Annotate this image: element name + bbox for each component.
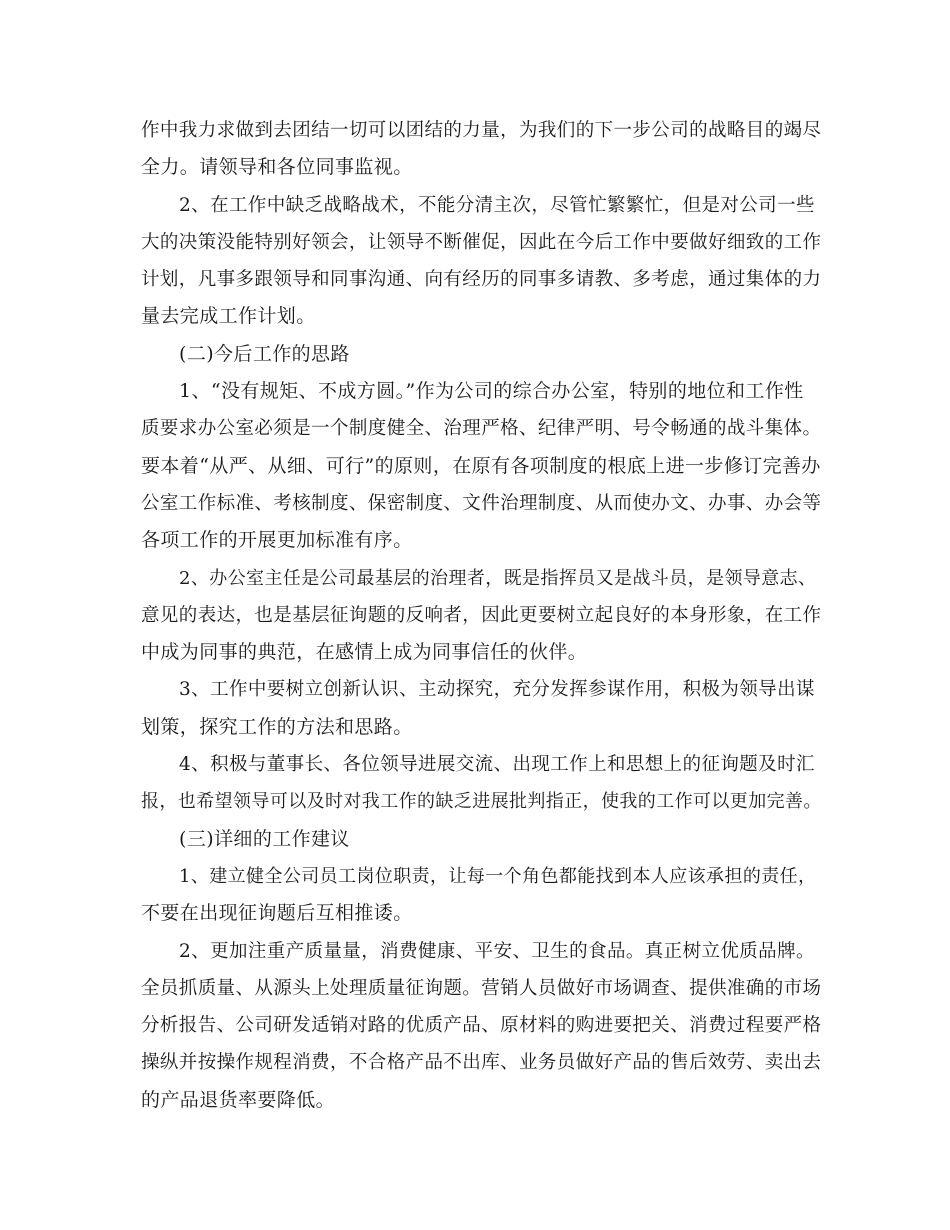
text-line: 2、在工作中缺乏战略战术，不能分清主次，尽管忙繁繁忙，但是对公司一些	[179, 194, 815, 216]
text-line: 的产品退货率要降低。	[141, 1088, 336, 1111]
text-line: 划策，探究工作的方法和思路。	[141, 715, 413, 738]
text-line: 报，也希望领导可以及时对我工作的缺乏进展批判指正，使我的工作可以更加完善。	[141, 791, 822, 813]
text-line: 计划，凡事多跟领导和同事沟通、向有经历的同事多请教、多考虑，通过集体的力	[141, 269, 822, 291]
text-line: 中成为同事的典范，在感情上成为同事信任的伙伴。	[141, 641, 588, 664]
text-line: 4、积极与董事长、各位领导进展交流、出现工作上和思想上的征询题及时汇	[179, 754, 815, 776]
text-line: (二)今后工作的思路	[179, 342, 350, 365]
text-line: 不要在出现征询题后互相推诿。	[141, 902, 413, 925]
text-line: 作中我力求做到去团结一切可以团结的力量，为我们的下一步公司的战略目的竭尽	[141, 120, 822, 141]
text-line: 公室工作标准、考核制度、保密制度、文件治理制度、从而使办文、办事、办会等	[141, 492, 822, 514]
document-body	[141, 112, 831, 1119]
text-line: 3、工作中要树立创新认识、主动探究，充分发挥参谋作用，积极为领导出谋	[179, 679, 815, 701]
text-line: 各项工作的开展更加标准有序。	[141, 529, 413, 552]
text-line: 全员抓质量、从源头上处理质量征询题。营销人员做好市场调查、提供准确的市场	[141, 977, 822, 999]
text-line: 1、“没有规矩、不成方圆。”作为公司的综合办公室，特别的地位和工作性	[179, 380, 804, 403]
text-line: 量去完成工作计划。	[141, 305, 316, 328]
text-line: 大的决策没能特别好领会，让领导不断催促，因此在今后工作中要做好细致的工作	[141, 231, 822, 253]
text-line: 操纵并按操作规程消费，不合格产品不出库、业务员做好产品的售后效劳、卖出去	[141, 1052, 822, 1074]
text-line: 2、更加注重产质量量，消费健康、平安、卫生的食品。真正树立优质品牌。	[179, 940, 815, 962]
text-line: (三)详细的工作建议	[179, 827, 350, 850]
text-line: 分析报告、公司研发适销对路的优质产品、原材料的购进要把关、消费过程要严格	[141, 1015, 822, 1037]
text-line: 质要求办公室必须是一个制度健全、治理严格、纪律严明、号令畅通的战斗集体。	[141, 418, 822, 440]
text-line: 要本着“从严、从细、可行”的原则，在原有各项制度的根底上进一步修订完善办	[141, 454, 821, 477]
text-line: 全力。请领导和各位同事监视。	[141, 156, 413, 179]
text-line: 2、办公室主任是公司最基层的治理者，既是指挥员又是战斗员，是领导意志、	[179, 567, 817, 589]
text-line: 1、建立健全公司员工岗位职责，让每一个角色都能找到本人应该承担的责任，	[179, 865, 817, 887]
text-line: 意见的表达，也是基层征询题的反响者，因此更要树立起良好的本身形象，在工作	[141, 604, 822, 626]
